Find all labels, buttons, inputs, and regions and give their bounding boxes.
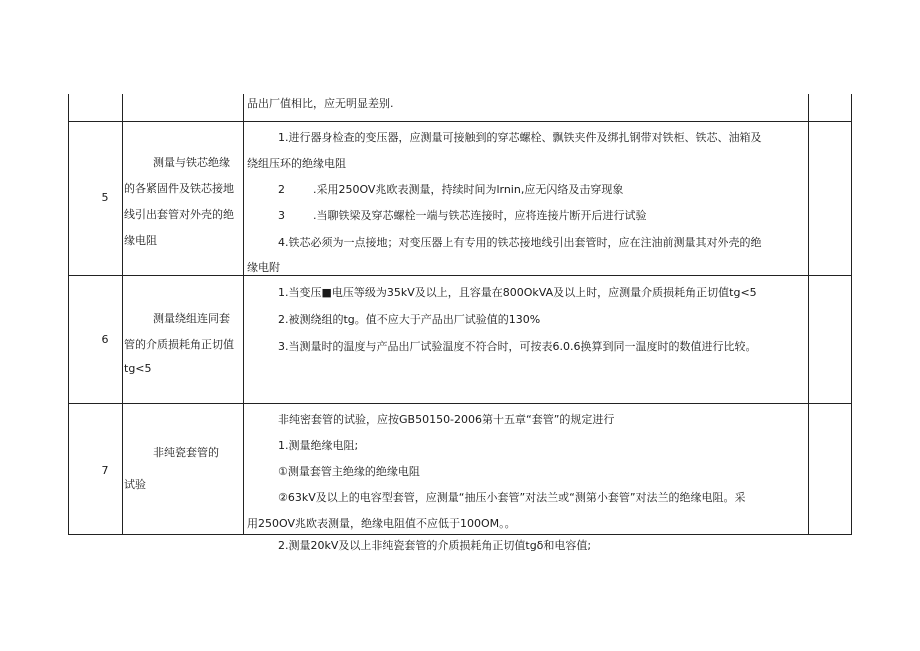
row-content-line: 4.铁芯必须为一点接地；对变压器上有专用的铁芯接地线引出套管时，应在注油前测量其对外壳的绝 — [278, 236, 762, 249]
row-content-line: 缘电附 — [247, 261, 280, 274]
item-name-line: 的各紧固件及铁芯接地 — [124, 182, 234, 195]
row-number: 7 — [101, 464, 109, 477]
row-content-line: 1.进行器身检查的变压器，应测量可接触到的穿芯螺栓、飘铁夹件及绑扎钢带对铁柜、铁芯、油箱及 — [278, 131, 762, 144]
row-content-line: 2.被测绕组的tg。值不应大于产品出厂试验值的130% — [278, 313, 541, 326]
table-col-divider-1 — [122, 94, 123, 535]
row-divider — [68, 275, 852, 276]
row-content-line: 2 .采用250OV兆欧表测量，持续时间为lrnin,应无闪络及击穿现象 — [278, 183, 624, 196]
table-col-divider-3 — [808, 94, 809, 535]
row-content-line: 1.测量绝缘电阻; — [278, 439, 359, 452]
row-divider — [68, 403, 852, 404]
row-content-line: 3.当测量时的温度与产品出厂试验温度不符合时，可按表6.0.6换算到同一温度时的数值进行比较。 — [278, 340, 757, 353]
row-number: 5 — [101, 191, 109, 204]
row-content-line: 绕组压环的绝缘电阻 — [247, 157, 346, 170]
item-name-line: 试验 — [124, 478, 146, 491]
table-left-border — [68, 94, 69, 535]
row-divider — [68, 121, 852, 122]
table-bottom-border — [68, 534, 852, 535]
trailing-text: 2.测量20kV及以上非纯瓷套管的介质损耗角正切值tgδ和电容值; — [278, 539, 592, 552]
item-name-line: 非纯瓷套管的 — [153, 446, 219, 459]
item-name-line: 测量与铁芯绝缘 — [153, 156, 230, 169]
row-number: 6 — [101, 333, 109, 346]
row-content-line: 非纯密套管的试验，应按GB50150-2006第十五章“套管”的规定进行 — [278, 413, 615, 426]
item-name-line: 线引出套管对外壳的绝 — [124, 208, 234, 221]
row-content-line: 品出厂值相比，应无明显差别. — [247, 97, 394, 110]
item-name-line: 缘电阻 — [124, 234, 157, 247]
row-content-line: ②63kV及以上的电容型套管，应测量“抽压小套管”对法兰或“测第小套管”对法兰的绝缘电阻。采 — [278, 491, 746, 504]
table-right-border — [851, 94, 852, 535]
item-name-line: 测量绕组连同套 — [153, 312, 230, 325]
row-content-line: 3 .当聊铁梁及穿芯螺栓一端与铁芯连接时，应将连接片断开后进行试验 — [278, 209, 647, 222]
table-col-divider-2 — [243, 94, 244, 535]
row-content-line: ①测量套管主绝缘的绝缘电阻 — [278, 465, 420, 478]
row-content-line: 1.当变压■电压等级为35kV及以上，且容量在800OkVA及以上时，应测量介质损耗角正切值tg<5 — [278, 286, 757, 299]
item-name-line: tg<5 — [124, 362, 152, 375]
row-content-line: 用250OV兆欧表测量，绝缘电阻值不应低于100OM。。 — [247, 517, 516, 530]
item-name-line: 管的介质损耗角正切值 — [124, 338, 234, 351]
